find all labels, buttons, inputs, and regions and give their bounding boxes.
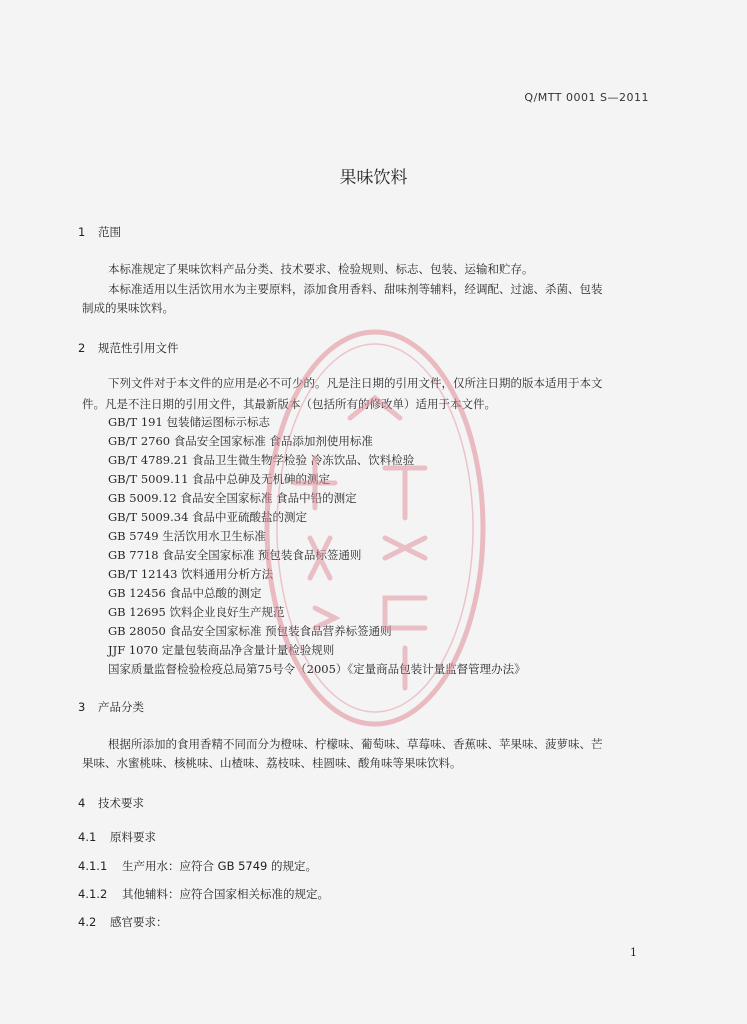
section-4-2-heading [78,914,168,930]
section-title: 规范性引用文件 [98,341,179,355]
reference-item: JJF 1070 定量包装商品净含量计量检验规则 [108,643,335,657]
section-title: 生产用水：应符合 GB 5749 的规定。 [122,859,318,873]
section-title: 其他辅料：应符合国家相关标准的规定。 [122,887,329,901]
paragraph: 下列文件对于本文件的应用是必不可少的。凡是注日期的引用文件，仅所注日期的版本适用于本文 [108,376,603,390]
section-title: 范围 [98,225,121,239]
section-4-heading [78,795,144,811]
section-3-heading [78,699,144,715]
section-number: 2 [78,341,86,355]
paragraph: 本标准规定了果味饮料产品分类、技术要求、检验规则、标志、包装、运输和贮存。 [108,262,534,276]
page-number: 1 [630,946,637,959]
paragraph: 件。凡是不注日期的引用文件，其最新版本（包括所有的修改单）适用于本文件。 [82,397,496,411]
reference-item: GB 28050 食品安全国家标准 预包装食品营养标签通则 [108,624,392,638]
reference-item: GB 5749 生活饮用水卫生标准 [108,529,266,543]
section-4-1-2-heading [78,886,329,902]
reference-item: 国家质量监督检验检疫总局第75号令（2005）《定量商品包装计量监督管理办法》 [108,662,526,676]
section-title: 原料要求 [110,830,156,844]
section-number: 4.1.2 [78,887,108,901]
paragraph: 本标准适用以生活饮用水为主要原料，添加食用香料、甜味剂等辅料，经调配、过滤、杀菌、包装 [108,282,603,296]
section-title: 技术要求 [98,796,144,810]
section-number: 4.2 [78,915,97,929]
section-number: 3 [78,700,86,714]
section-4-1-heading [78,829,156,845]
reference-item: GB/T 5009.34 食品中亚硫酸盐的测定 [108,510,308,524]
reference-item: GB 5009.12 食品安全国家标准 食品中铅的测定 [108,491,357,505]
reference-item: GB 12695 饮料企业良好生产规范 [108,605,285,619]
section-4-1-1-heading [78,858,317,874]
reference-item: GB/T 191 包装储运图标示标志 [108,415,270,429]
section-number: 4.1 [78,830,97,844]
paragraph: 根据所添加的食用香精不同而分为橙味、柠檬味、葡萄味、草莓味、香蕉味、苹果味、菠萝味、芒 [108,737,603,751]
document-code: Q/MTT 0001 S—2011 [524,91,649,104]
reference-item: GB/T 2760 食品安全国家标准 食品添加剂使用标准 [108,434,373,448]
section-title: 感官要求： [110,915,168,929]
section-number: 4.1.1 [78,859,108,873]
reference-item: GB 12456 食品中总酸的测定 [108,586,262,600]
section-number: 1 [78,225,86,239]
reference-item: GB/T 5009.11 食品中总砷及无机砷的测定 [108,472,331,486]
page-title: 果味饮料 [339,168,408,188]
reference-item: GB/T 12143 饮料通用分析方法 [108,567,274,581]
section-number: 4 [78,796,86,810]
section-2-heading [78,340,179,356]
paragraph: 果味、水蜜桃味、核桃味、山楂味、荔枝味、桂圆味、酸角味等果味饮料。 [82,756,462,770]
section-title: 产品分类 [98,700,144,714]
paragraph: 制成的果味饮料。 [82,301,174,315]
reference-item: GB/T 4789.21 食品卫生微生物学检验 冷冻饮品、饮料检验 [108,453,415,467]
reference-item: GB 7718 食品安全国家标准 预包装食品标签通则 [108,548,362,562]
section-1-heading [78,224,121,240]
